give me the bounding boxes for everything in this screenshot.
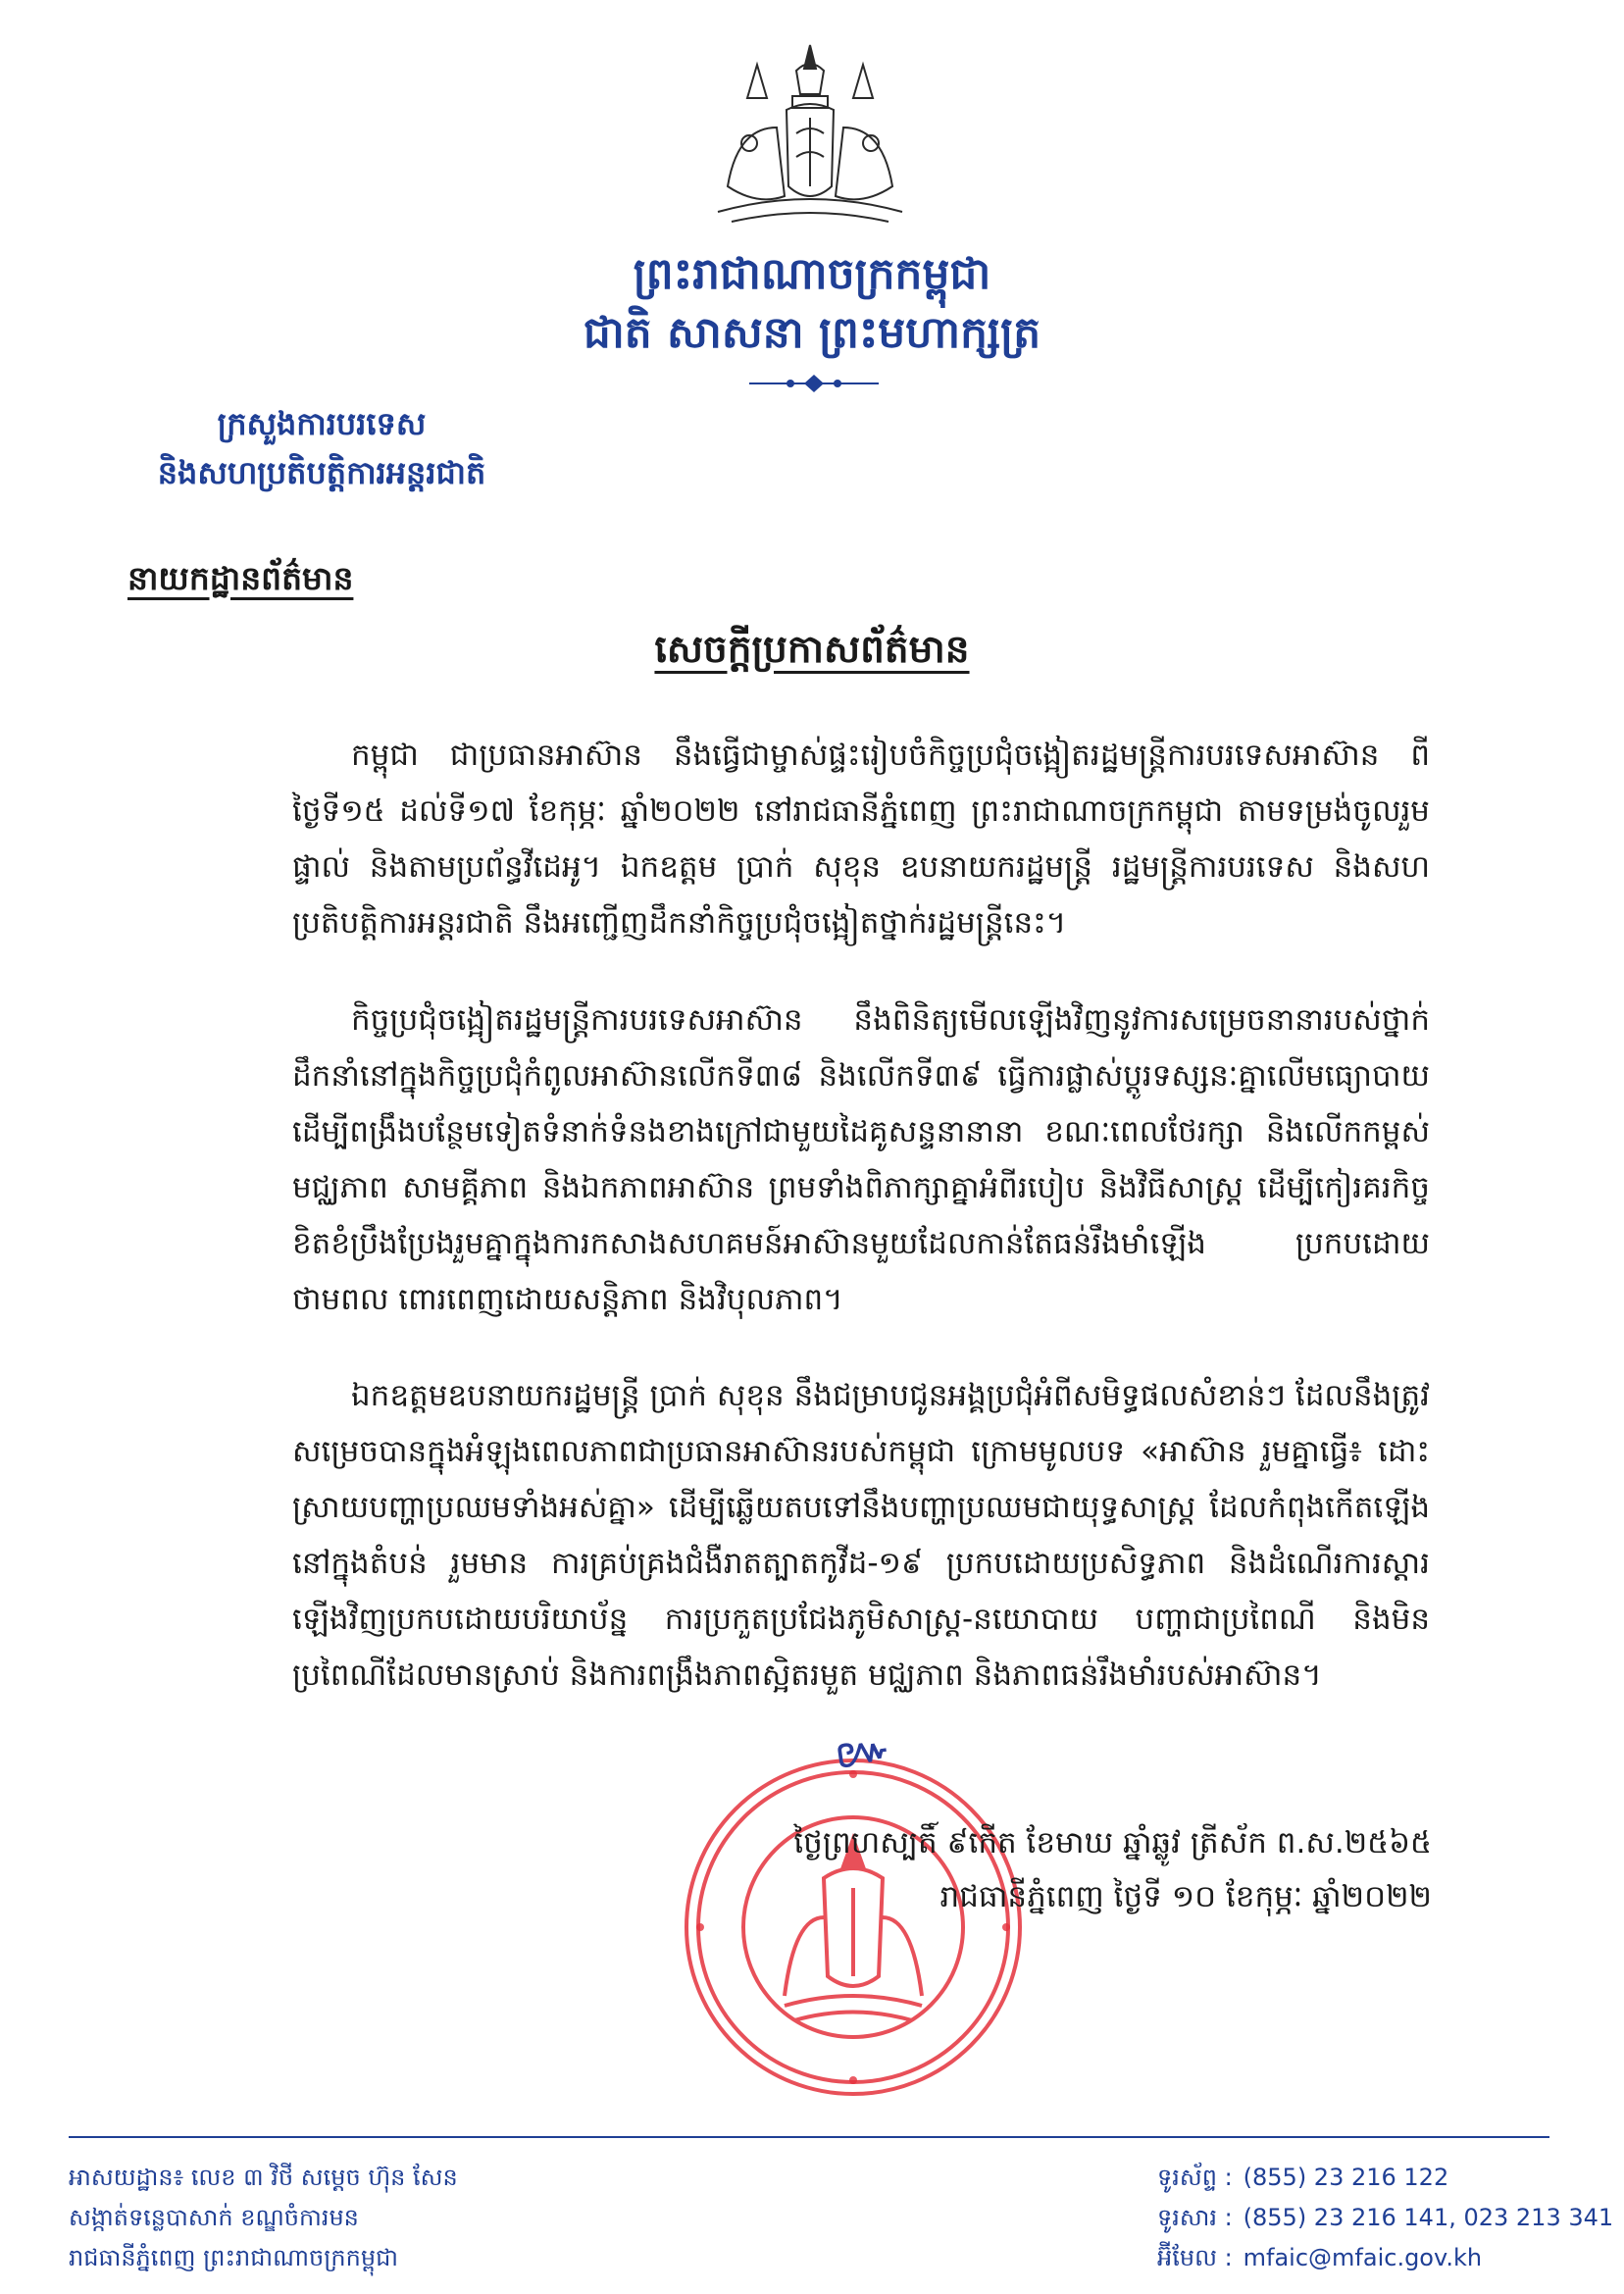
fax-label: ទូរសារ : [1157,2204,1233,2231]
ornament-divider-icon [745,371,883,396]
body-paragraph-1: កម្ពុជា ជាប្រធានអាស៊ាន នឹងធ្វើជាម្ចាស់ផ្ទះរៀបចំកិច្ចប្រជុំចង្អៀតរដ្ឋមន្ត្រីការបរទេសអាស៊ាន ពីថ្ងៃទី១៥ ដល់ទី១៧ ខែកុម្ភៈ ឆ្នាំ២០២២ នៅរាជធានីភ្នំពេញ ព្រះរាជាណាចក្រកម្ពុជា តាមទម្រង់ចូលរួមផ្ទាល់ និងតាមប្រព័ន្ធវីដេអូ។ ឯកឧត្តម ប្រាក់ សុខុន ឧបនាយករដ្ឋមន្ត្រី រដ្ឋមន្ត្រីការបរទេស និងសហប្រតិបត្តិការអន្តរជាតិ នឹងអញ្ជើញដឹកនាំកិច្ចប្រជុំចង្អៀតថ្នាក់រដ្ឋមន្ត្រីនេះ។ [292,738,1430,941]
fax-value: (855) 23 216 141, 023 213 341 [1243,2204,1614,2231]
email-row [1157,2238,1613,2278]
lunar-date: ថ្ងៃព្រហស្បតិ៍ ៩កើត ខែមាឃ ឆ្នាំឆ្លូវ ត្រីស័ក ព.ស.២៥៦៥ [793,1825,1432,1861]
national-motto: ជាតិ សាសនា ព្រះមហាក្សត្រ [583,308,1041,358]
address-line-3: រាជធានីភ្នំពេញ ព្រះរាជាណាចក្រកម្ពុជា [69,2244,398,2271]
body-paragraph-3: ឯកឧត្តមឧបនាយករដ្ឋមន្ត្រី ប្រាក់ សុខុន នឹងជម្រាបជូនអង្គប្រជុំអំពីសមិទ្ធផលសំខាន់ៗ ដែលនឹងត្រូវសម្រេចបានក្នុងអំឡុងពេលភាពជាប្រធានអាស៊ានរបស់កម្ពុជា ក្រោមមូលបទ «អាស៊ាន រួមគ្នាធ្វើ៖ ដោះស្រាយបញ្ហាប្រឈមទាំងអស់គ្នា» ដើម្បីឆ្លើយតបទៅនឹងបញ្ហាប្រឈមជាយុទ្ធសាស្ត្រ ដែលកំពុងកើតឡើងនៅក្នុងតំបន់ រួមមាន ការគ្រប់គ្រងជំងឺរាតត្បាតកូវីដ-១៩ ប្រកបដោយប្រសិទ្ធភាព និងដំណើរការស្តារឡើងវិញប្រកបដោយបរិយាប័ន្ន ការប្រកួតប្រជែងភូមិសាស្ត្រ-នយោបាយ បញ្ហាជាប្រពៃណី និងមិនប្រពៃណីដែលមានស្រាប់ និងការពង្រឹងភាពស្អិតរមួត មជ្ឈភាព និងភាពធន់រឹងមាំរបស់អាស៊ាន។ [292,1378,1430,1693]
email-label: អ៊ីមែល : [1157,2244,1233,2271]
footer-divider [69,2136,1549,2138]
document-title: សេចក្តីប្រកាសព័ត៌មាន [654,627,970,672]
body-paragraph-2: កិច្ចប្រជុំចង្អៀតរដ្ឋមន្ត្រីការបរទេសអាស៊ាន នឹងពិនិត្យមើលឡើងវិញនូវការសម្រេចនានារបស់ថ្នាក់ដឹកនាំនៅក្នុងកិច្ចប្រជុំកំពូលអាស៊ានលើកទី៣៨ និងលើកទី៣៩ ធ្វើការផ្លាស់ប្តូរទស្សនៈគ្នាលើមធ្យោបាយដើម្បីពង្រឹងបន្ថែមទៀតទំនាក់ទំនងខាងក្រៅជាមួយដៃគូសន្ទនានានា ខណៈពេលថែរក្សា និងលើកកម្ពស់មជ្ឈភាព សាមគ្គីភាព និងឯកភាពអាស៊ាន ព្រមទាំងពិភាក្សាគ្នាអំពីរបៀប និងវិធីសាស្ត្រ ដើម្បីកៀរគរកិច្ចខិតខំប្រឹងប្រែងរួមគ្នាក្នុងការកសាងសហគមន៍អាស៊ានមួយដែលកាន់តែធន់រឹងមាំឡើង ប្រកបដោយថាមពល ពោរពេញដោយសន្តិភាព និងវិបុលភាព។ [292,1002,1430,1317]
ministry-name-line1: ក្រសួងការបរទេស [217,405,427,442]
kingdom-heading: ព្រះរាជាណាចក្រកម្ពុជា [633,249,991,299]
solar-date: រាជធានីភ្នំពេញ ថ្ងៃទី ១០ ខែកុម្ភៈ ឆ្នាំ២០២២ [939,1879,1432,1914]
footer-contacts [1157,2158,1613,2278]
department-name: នាយកដ្ឋានព័ត៌មាន [127,559,354,597]
phone-row [1157,2158,1613,2198]
address-line-2: សង្កាត់ទន្លេបាសាក់ ខណ្ឌចំការមន [69,2204,359,2231]
footer-address [69,2158,458,2278]
ministry-name-line2: និងសហប្រតិបត្តិការអន្តរជាតិ [157,454,486,491]
closing-mark: ៚ [832,1724,894,1778]
fax-row [1157,2198,1613,2238]
official-seal-icon [677,1751,1030,2104]
royal-emblem-icon [708,39,912,235]
address-line-1: អាសយដ្ឋាន៖ លេខ ៣ វិថី សម្តេច ហ៊ុន សែន [69,2164,458,2191]
phone-value: (855) 23 216 122 [1243,2164,1449,2191]
phone-label: ទូរស័ព្ទ : [1157,2164,1233,2191]
email-link[interactable]: mfaic@mfaic.gov.kh [1243,2244,1483,2271]
